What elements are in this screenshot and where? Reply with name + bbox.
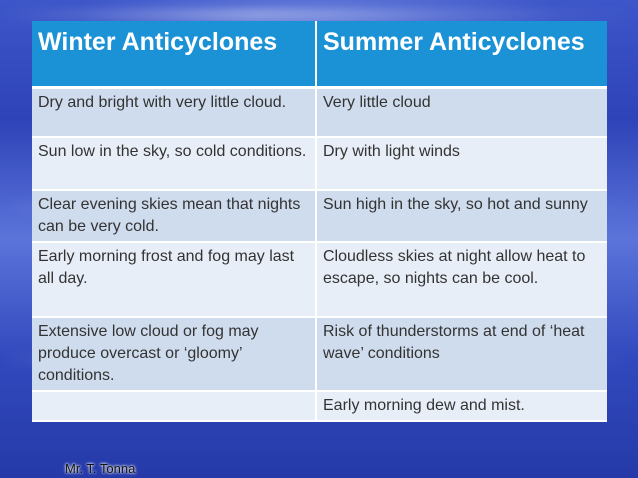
header-winter: Winter Anticyclones [32,21,316,87]
header-summer: Summer Anticyclones [316,21,607,87]
table-cell-winter: Sun low in the sky, so cold conditions. [32,137,316,190]
table-cell-summer: Risk of thunderstorms at end of ‘heat wave’ conditions [316,317,607,391]
table-cell-winter [32,391,316,421]
table-cell-winter: Early morning frost and fog may last all day. [32,242,316,317]
table-row [32,242,607,317]
table-row [32,87,607,137]
table-cell-summer: Early morning dew and mist. [316,391,607,421]
table-cell-winter: Dry and bright with very little cloud. [32,87,316,137]
background-streak [0,8,638,22]
table-cell-winter: Clear evening skies mean that nights can be very cold. [32,190,316,242]
table-cell-summer: Sun high in the sky, so hot and sunny [316,190,607,242]
table-row [32,190,607,242]
table-cell-summer: Dry with light winds [316,137,607,190]
table-cell-summer: Very little cloud [316,87,607,137]
table-cell-summer: Cloudless skies at night allow heat to escape, so nights can be cool. [316,242,607,317]
table-row [32,317,607,391]
table-row [32,391,607,421]
table-header-row [32,21,607,87]
table-cell-winter: Extensive low cloud or fog may produce overcast or ‘gloomy’ conditions. [32,317,316,391]
footer-author: Mr. T. Tonna [65,461,136,476]
table-row [32,137,607,190]
comparison-table [32,21,607,422]
